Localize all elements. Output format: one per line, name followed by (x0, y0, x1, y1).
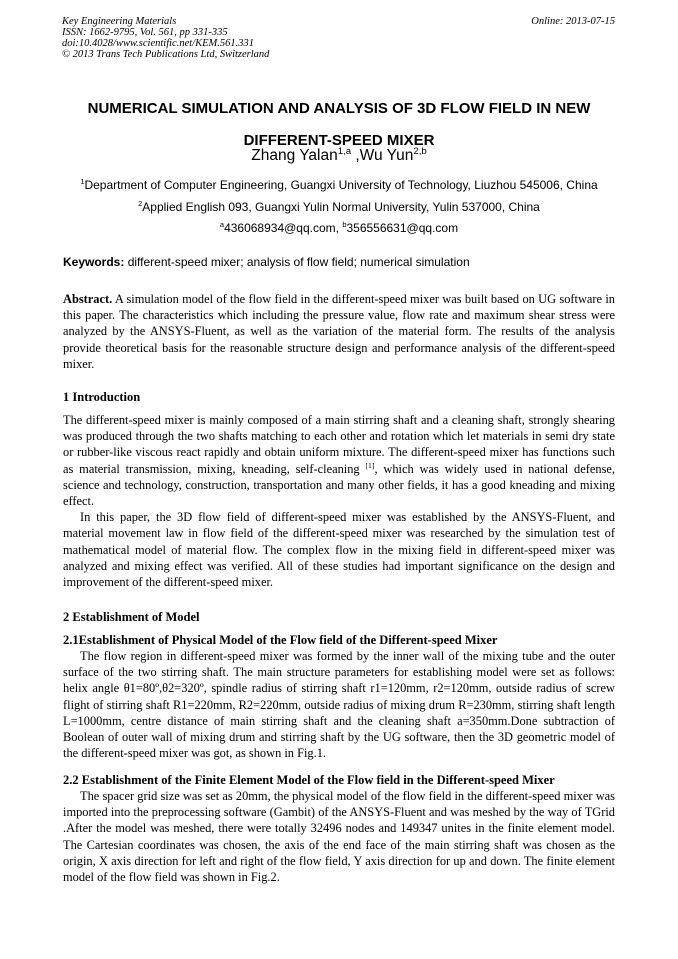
doi-line: doi:10.4028/www.scientific.net/KEM.561.331 (62, 38, 254, 49)
section-heading-introduction: 1 Introduction (63, 390, 141, 404)
title-line-1: NUMERICAL SIMULATION AND ANALYSIS OF 3D FLOW FIELD IN NEW (87, 100, 591, 117)
abstract-text: A simulation model of the flow field in the different-speed mixer was built based on UG software in this paper. The characteristics which including the pressure value, flow rate and maximum shear stress were analyzed by the ANSYS-Fluent, as well as the variation of the material form. The results of the analysis provide theoretical basis for the reasonable structure design and performance analysis of the different-speed mixer. (63, 292, 615, 371)
subsection-heading-2-1: 2.1Establishment of Physical Model of the Flow field of the Different-speed Mixer (63, 633, 498, 647)
intro-p1-text-b: , which was widely used in national defense, science and technology, construction, transportation and many other fields, it has a good kneading and mixing effect. (63, 461, 615, 509)
email-b-marker: b (342, 220, 347, 229)
author-2-marker: 2,b (413, 145, 427, 157)
citation-1: [1] (365, 460, 375, 470)
abstract (63, 291, 615, 372)
affiliation-1-text: Department of Computer Engineering, Guangxi University of Technology, Liuzhou 545006, China (84, 178, 598, 192)
author-separator: , (351, 147, 360, 164)
intro-p1-text-a: The different-speed mixer is mainly composed of a main stirring shaft and a cleaning shaft, strongly shearing was produced through the two shafts matching to each other and rotation which let materials in semi dry state or rubber-like viscous react rapidly and obtain uniform mixture. The different-speed mixer has functions such as material transmission, mixing, kneading, self-cleaning (63, 413, 615, 476)
subsection-2-1-body (63, 648, 615, 761)
copyright-line: © 2013 Trans Tech Publications Ltd, Switzerland (62, 49, 270, 60)
email-b: 356556631@qq.com (346, 221, 459, 235)
author-2-name: Wu Yun (359, 147, 414, 164)
keywords (63, 254, 615, 270)
journal-info (62, 16, 269, 60)
email-a: 436068934@qq.com, (224, 221, 343, 235)
author-1-marker: 1,a (337, 145, 352, 157)
affiliation-2 (40, 199, 638, 215)
subsection-2-1-paragraph: The flow region in different-speed mixer was formed by the inner wall of the mixing tube and the outer surface of the two stirring shaft. The main structure parameters for establishing model were set as follows: helix angle θ1=80º,θ2=320º, spindle radius of stirring shaft r1=120mm, r2=120mm, outside radius of screw flight of stirring shaft R1=220mm, R2=220mm, outside radius of mixing drum R=230mm, stirring shaft length L=1000mm, centre distance of main stirring shaft and the cleaning shaft a=350mm.Done subtraction of Boolean of outer wall of mixing drum and stirring shaft by the UG software, then the 3D geometric model of the different-speed mixer was got, as shown in Fig.1. (63, 649, 615, 761)
online-date: Online: 2013-07-15 (531, 16, 615, 27)
keywords-text: different-speed mixer; analysis of flow field; numerical simulation (124, 255, 470, 269)
affiliation-1 (40, 177, 638, 193)
subsection-heading-2-2: 2.2 Establishment of the Finite Element Model of the Flow field in the Different-speed Mixer (63, 773, 555, 787)
intro-paragraph-1 (63, 412, 615, 509)
issn-line: ISSN: 1662-9795, Vol. 561, pp 331-335 (62, 27, 228, 38)
affiliation-2-text: Applied English 093, Guangxi Yulin Normal University, Yulin 537000, China (142, 200, 540, 214)
subsection-2-2-paragraph: The spacer grid size was set as 20mm, the physical model of the flow field in the different-speed mixer was imported into the preprocessing software (Gambit) of the ANSYS-Fluent and was meshed by the way of TGrid .After the model was meshed, there were totally 32496 nodes and 149347 unites in the finite element model. The Cartesian coordinates was chosen, the axis of the end face of the main stirring shaft was chosen as the origin, X axis direction for left and right of the flow field, Y axis direction for up and down. The finite element model of the flow field was shown in Fig.2. (63, 789, 615, 885)
abstract-label: Abstract. (63, 292, 113, 306)
author-list (40, 146, 638, 166)
subsection-2-2-body (63, 788, 615, 885)
journal-name: Key Engineering Materials (62, 16, 177, 27)
email-a-marker: a (219, 220, 225, 229)
intro-paragraph-2: In this paper, the 3D flow field of different-speed mixer was established by the ANSYS-Fluent, and material movement law in flow field of the different-speed mixer was researched by the simulation test of mathematical model of material flow. The complex flow in the mixing field in different-speed mixer was analyzed and mixing effect was verified. All of these studies had important significance on the design and improvement of the different-speed mixer. (63, 510, 615, 590)
affiliation-2-marker: 2 (138, 199, 143, 208)
section-heading-establishment: 2 Establishment of Model (63, 610, 200, 624)
email-line (40, 220, 638, 236)
author-1-name: Zhang Yalan (251, 147, 338, 164)
keywords-label: Keywords: (63, 255, 125, 269)
title-line-2: DIFFERENT-SPEED MIXER (243, 132, 435, 149)
affiliation-1-marker: 1 (80, 177, 85, 186)
introduction-body (63, 412, 615, 590)
